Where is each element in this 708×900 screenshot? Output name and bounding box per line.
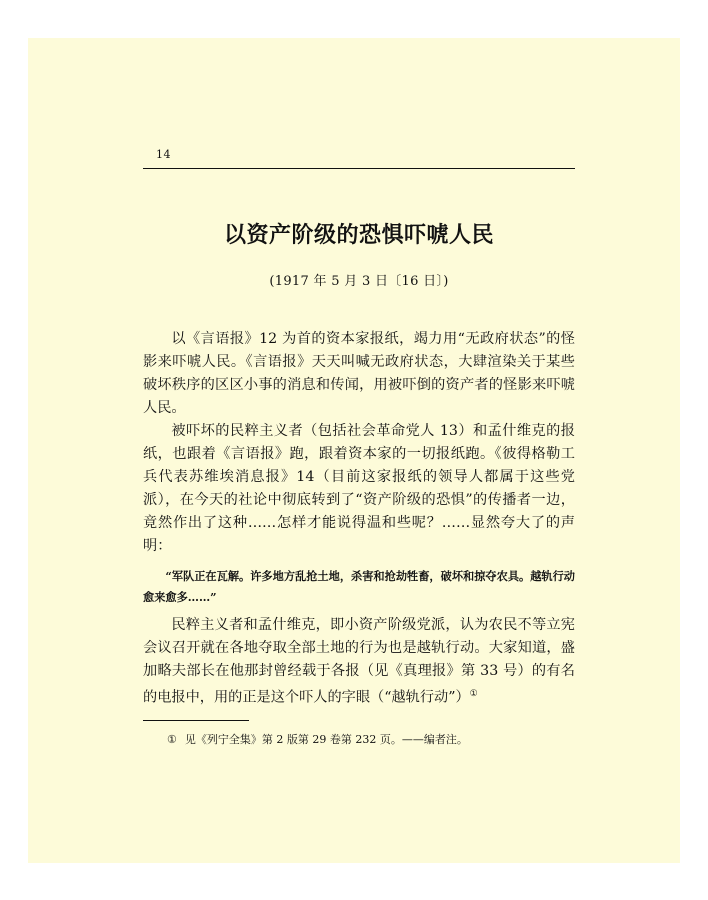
book-page	[28, 38, 680, 863]
footnote-mark: ①	[167, 732, 177, 746]
page-number: 14	[156, 148, 171, 161]
footnote-rule	[143, 720, 249, 721]
paragraph-1: 以《言语报》12 为首的资本家报纸，竭力用“无政府状态”的怪影来吓唬人民。《言语报》天天叫喊无政府状态，大肆渲染关于某些破坏秩序的区区小事的消息和传闻，用被吓倒的资产者的怪影来吓唬人民。	[143, 331, 575, 416]
page-body	[143, 328, 575, 749]
footnote	[143, 731, 575, 749]
paragraph-2: 被吓坏的民粹主义者（包括社会革命党人 13）和孟什维克的报纸，也跟着《言语报》跑，跟着资本家的一切报纸跑。《彼得格勒工兵代表苏维埃消息报》14（目前这家报纸的领导人都属于这些党派），在今天的社论中彻底转到了“资产阶级的恐惧”的传播者一边，竟然作出了这种……怎样才能说得温和些呢？……显然夸大了的声明：	[143, 423, 575, 554]
block-quote: “军队正在瓦解。许多地方乱抢土地，杀害和抢劫牲畜，破坏和掠夺农具。越轨行动愈来愈多……”	[143, 569, 575, 604]
footnote-text: 见《列宁全集》第 2 版第 29 卷第 232 页。——编者注。	[184, 732, 468, 746]
chapter-date: (1917 年 5 月 3 日〔16 日〕)	[269, 274, 449, 289]
footnote-reference[interactable]: ①	[469, 689, 478, 699]
paragraph-3	[143, 614, 575, 710]
chapter-title: 以资产阶级的恐惧吓唬人民	[223, 223, 494, 248]
header-rule	[143, 168, 575, 169]
paragraph-3-text: 民粹主义者和孟什维克，即小资产阶级党派，认为农民不等立宪会议召开就在各地夺取全部土地的行为也是越轨行动。大家知道，盛加略夫部长在他那封曾经载于各报（见《真理报》第 33 号）的有名的电报中，用的正是这个吓人的字眼（“越轨行动”）	[143, 617, 575, 706]
